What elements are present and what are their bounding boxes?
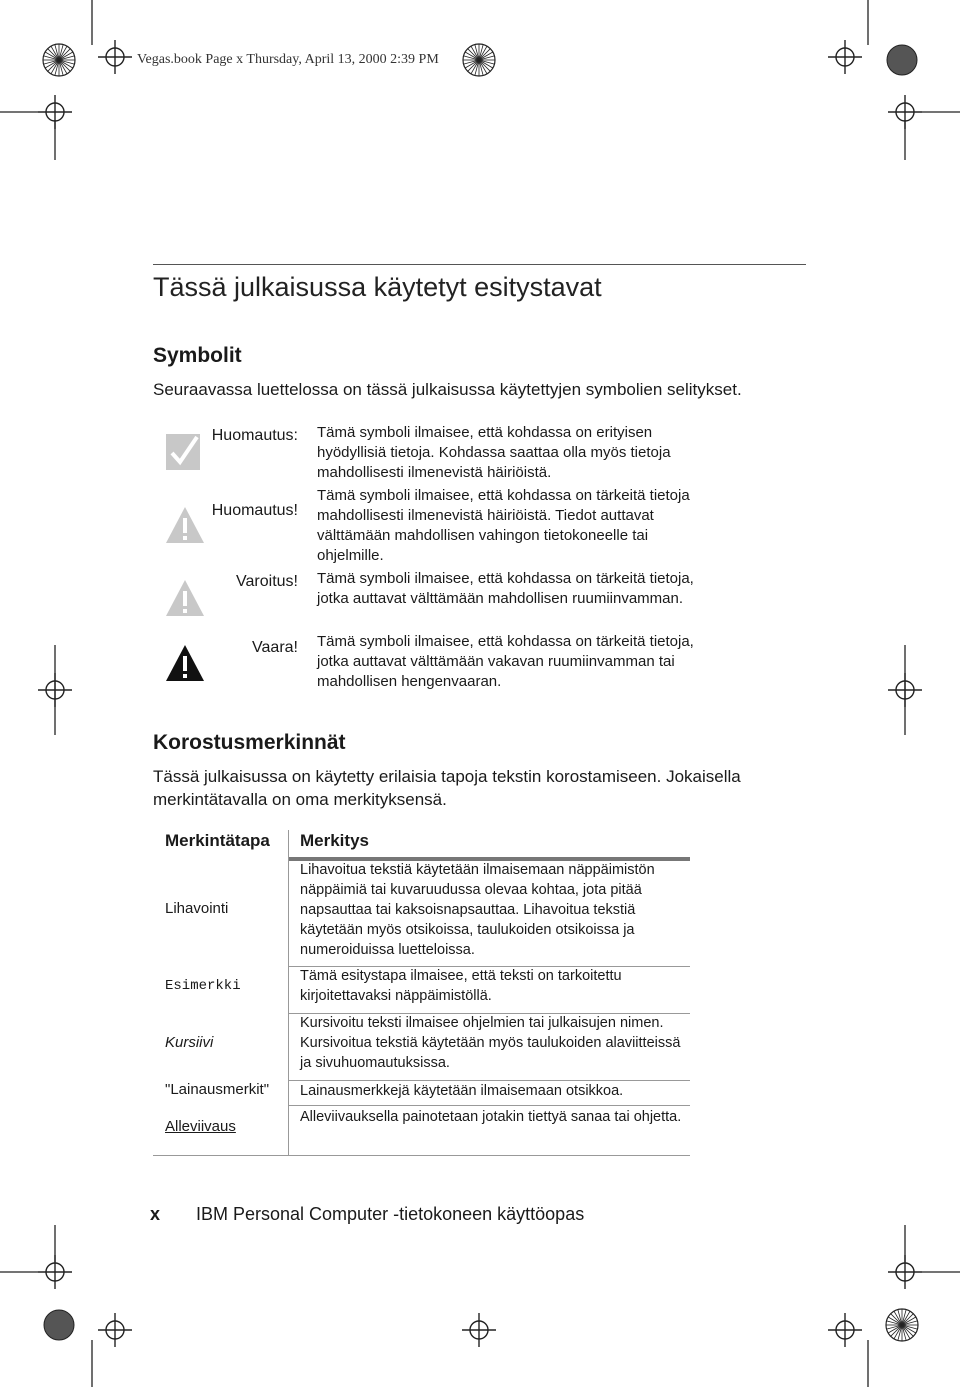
emphasis-heading: Korostusmerkinnät xyxy=(153,731,346,754)
starburst-mark-icon xyxy=(463,44,495,76)
table-header-term: Merkintätapa xyxy=(165,831,270,850)
symbol-desc-attention: Tämä symboli ilmaisee, että kohdassa on tärkeitä tietoja mahdollisesti ilmenevistä häiriöistä. Tiedot auttavat välttämään mahdollisen vahingon tietokoneelle tai ohjelmille. xyxy=(317,487,690,564)
emphasis-intro: Tässä julkaisussa on käytetty erilaisia tapoja tekstin korostamiseen. Jokaisella merkintätavalla on oma merkityksensä. xyxy=(153,767,741,809)
table-term-italic: Kursiivi xyxy=(165,1034,214,1051)
registration-mark-icon xyxy=(888,673,922,707)
table-term-quotes: "Lainausmerkit" xyxy=(165,1081,270,1098)
table-term-example: Esimerkki xyxy=(165,978,241,994)
symbol-label-attention: Huomautus! xyxy=(211,502,298,519)
table-term-bold: Lihavointi xyxy=(165,900,229,917)
starburst-mark-icon xyxy=(43,44,75,76)
registration-mark-icon xyxy=(98,40,132,74)
table-bottom-rule xyxy=(153,1155,690,1156)
symbol-desc-note: Tämä symboli ilmaisee, että kohdassa on erityisen hyödyllisiä tietoja. Kohdassa saattaa olla myös tietoja mahdollisesti ilmenevistä häiriöistä. xyxy=(317,424,671,481)
registration-mark-icon xyxy=(38,95,72,129)
registration-mark-icon xyxy=(828,1313,862,1347)
registration-mark-icon xyxy=(888,95,922,129)
registration-mark-icon xyxy=(462,1313,496,1347)
symbol-label-danger: Vaara! xyxy=(252,639,298,656)
footer-page-number: x xyxy=(150,1204,161,1224)
table-def-italic: Kursivoitu teksti ilmaisee ohjelmien tai julkaisujen nimen. Kursivoitua tekstiä käytetään myös taulukoiden alaviitteissä ja sivuhuomautuksissa. xyxy=(300,1015,681,1071)
table-header-meaning: Merkitys xyxy=(300,831,369,850)
symbol-label-note: Huomautus: xyxy=(211,427,298,444)
table-column-divider xyxy=(288,830,289,1156)
registration-mark-icon xyxy=(98,1313,132,1347)
table-row-separator xyxy=(289,1105,690,1106)
registration-mark-icon xyxy=(38,1255,72,1289)
table-def-example: Tämä esitystapa ilmaisee, että teksti on tarkoitettu kirjoitettavaksi näppäimistöllä. xyxy=(300,968,622,1004)
symbols-heading: Symbolit xyxy=(153,344,242,367)
footer-book-title: IBM Personal Computer -tietokoneen käyttöopas xyxy=(196,1204,585,1224)
table-term-underline: Alleviivaus xyxy=(165,1118,236,1135)
starburst-mark-icon xyxy=(886,1309,918,1341)
page-title: Tässä julkaisussa käytetyt esitystavat xyxy=(153,272,602,302)
title-rule xyxy=(153,264,806,265)
table-def-underline: Alleviivauksella painotetaan jotakin tiettyä sanaa tai ohjetta. xyxy=(300,1109,682,1125)
registration-mark-icon xyxy=(828,40,862,74)
symbol-desc-caution: Tämä symboli ilmaisee, että kohdassa on tärkeitä tietoja, jotka auttavat välttämään mahdollisen ruumiinvamman. xyxy=(317,570,694,607)
symbol-desc-danger: Tämä symboli ilmaisee, että kohdassa on tärkeitä tietoja, jotka auttavat välttämään vakavan ruumiinvamman tai mahdollisen hengenvaaran. xyxy=(317,633,694,690)
registration-mark-icon xyxy=(888,1255,922,1289)
table-def-quotes: Lainausmerkkejä käytetään ilmaisemaan otsikkoa. xyxy=(300,1083,624,1099)
symbols-intro: Seuraavassa luettelossa on tässä julkaisussa käytettyjen symbolien selitykset. xyxy=(153,380,742,399)
table-def-bold: Lihavoitua tekstiä käytetään ilmaisemaan näppäimistön näppäimiä tai kuvaruudussa olevaa kohtaa, jota pitää napsauttaa tai kaksoisnapsauttaa. Lihavoitua tekstiä käytetään myös otsikoissa, taulukoiden otsikoissa ja numeroiduissa luetteloissa. xyxy=(300,862,655,958)
symbol-label-caution: Varoitus! xyxy=(236,573,298,590)
registration-mark-icon xyxy=(38,673,72,707)
page-header-info: Vegas.book Page x Thursday, April 13, 2000 2:39 PM xyxy=(137,52,439,67)
